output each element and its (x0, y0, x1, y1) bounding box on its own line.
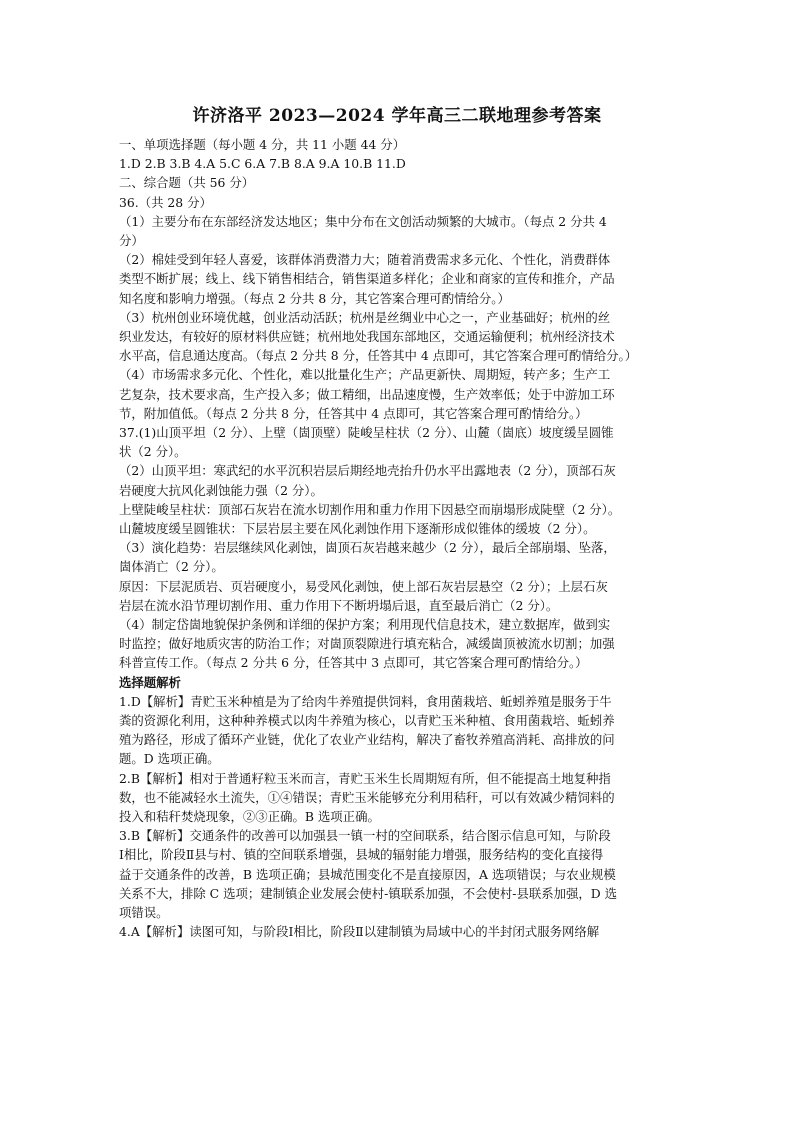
text-line: 一、单项选择题（每小题 4 分，共 11 小题 44 分） (119, 137, 406, 152)
text-line: 1.D 2.B 3.B 4.A 5.C 6.A 7.B 8.A 9.A 10.B 11.D (119, 156, 406, 172)
text-line: 粪的资源化利用，这种种养模式以肉牛养殖为核心，以青贮玉米种植、食用菌栽培、蚯蚓养 (119, 713, 615, 728)
text-line: 投入和秸秆焚烧现象，②③正确。B 选项正确。 (119, 809, 380, 824)
text-line: （3）杭州创业环境优越，创业活动活跃；杭州是丝绸业中心之一，产业基础好；杭州的丝 (119, 309, 611, 325)
text-line: 数，也不能减轻水土流失，①④错误；青贮玉米能够充分利用秸秆，可以有效减少精饲料的 (119, 789, 615, 805)
text-line: 崮体消亡（2 分）。 (119, 559, 224, 575)
text-line: 项错误。 (119, 905, 169, 920)
text-line: 分） (119, 233, 144, 248)
text-line: （3）演化趋势：岩层继续风化剥蚀，崮顶石灰岩越来越少（2 分），最后全部崩塌、坠落， (119, 540, 616, 556)
text-line: （4）市场需求多元化、个性化，难以批量化生产；产品更新快、周期短，转产多；生产工 (119, 367, 611, 383)
text-line: （2）山顶平坦：寒武纪的水平沉积岩层后期经地壳抬升仍水平出露地表（2 分），顶部石灰 (119, 463, 616, 479)
text-line: 殖为路径，形成了循环产业链，优化了农业产业结构，解决了畜牧养殖高消耗、高排放的问 (119, 732, 615, 748)
text-line: 状（2 分）。 (119, 444, 187, 460)
text-line: Ⅰ相比，阶段Ⅱ县与村、镇的空间联系增强，县城的辐射能力增强，服务结构的变化直接得 (119, 847, 604, 863)
section-heading: 选择题解析 (119, 674, 181, 690)
text-line: 织业发达，有较好的原材料供应链；杭州地处我国东部地区，交通运输便利；杭州经济技术 (119, 329, 615, 344)
text-line: 科普宣传工作。（每点 2 分共 6 分，任答其中 3 点即可，其它答案合理可酌情给分。） (119, 655, 588, 671)
text-line: 时监控；做好地质灾害的防治工作；对崮顶裂隙进行填充粘合，减缓崮顶被流水切割；加强 (119, 636, 615, 652)
text-line: 山麓坡度缓呈圆锥状：下层岩层主要在风化剥蚀作用下逐渐形成似锥体的缓坡（2 分）。 (119, 521, 596, 536)
text-line: （2）棉娃受到年轻人喜爱，该群体消费潜力大；随着消费需求多元化、个性化，消费群体 (119, 252, 611, 268)
text-line: 艺复杂，技术要求高，生产投入多；做工精细，出品速度慢，生产效率低；处于中游加工环 (119, 386, 615, 402)
text-line: 4.A【解析】读图可知，与阶段Ⅰ相比，阶段Ⅱ以建制镇为局域中心的半封闭式服务网络解 (119, 924, 600, 940)
text-line: 原因：下层泥质岩、页岩硬度小，易受风化剥蚀，使上部石灰岩层悬空（2 分）；上层石灰 (119, 578, 608, 594)
text-line: 题。D 选项正确。 (119, 751, 220, 767)
text-line: 37.(1)山顶平坦（2 分）、上壁（崮顶壁）陡峻呈柱状（2 分）、山麓（崮底）坡度缓呈圆锥 (119, 425, 614, 440)
page-title: 许济洛平 2023—2024 学年高三二联地理参考答案 (192, 106, 602, 126)
text-line: 岩硬度大抗风化剥蚀能力强（2 分）。 (119, 482, 323, 498)
text-line: 关系不大，排除 C 选项；建制镇企业发展会使村-镇联系加强，不会使村-县联系加强，D 选 (119, 885, 618, 901)
text-line: 二、综合题（共 56 分） (119, 175, 255, 191)
text-line: 3.B【解析】交通条件的改善可以加强县一镇一村的空间联系，结合图示信息可知，与阶段 (119, 828, 611, 844)
text-line: 水平高，信息通达度高。（每点 2 分共 8 分，任答其中 4 点即可，其它答案合理可酌情给分。） (119, 348, 638, 364)
text-line: 2.B【解析】相对于普通籽粒玉米而言，青贮玉米生长周期短有所，但不能提高土地复种指 (119, 770, 611, 786)
text-line: 益于交通条件的改善，B 选项正确；县城范围变化不是直接原因，A 选项错误；与农业规模 (119, 866, 616, 882)
text-line: 岩层在流水沿节理切割作用、重力作用下不断坍塌后退，直至最后消亡（2 分）。 (119, 597, 559, 613)
text-line: 上壁陡峻呈柱状：顶部石灰岩在流水切割作用和重力作用下因悬空而崩塌形成陡壁（2 分）。 (119, 501, 621, 517)
text-line: （4）制定岱崮地貌保护条例和详细的保护方案；利用现代信息技术，建立数据库，做到实 (119, 617, 611, 632)
text-line: （1）主要分布在东部经济发达地区；集中分布在文创活动频繁的大城市。（每点 2 分共 4 (119, 213, 607, 229)
text-line: 节，附加值低。（每点 2 分共 8 分，任答其中 4 点即可，其它答案合理可酌情给分。） (119, 405, 588, 421)
text-line: 36.（共 28 分） (119, 194, 212, 210)
text-line: 1.D【解析】青贮玉米种植是为了给肉牛养殖提供饲料，食用菌栽培、蚯蚓养殖是服务于牛 (119, 693, 612, 709)
text-line: 类型不断扩展；线上、线下销售相结合，销售渠道多样化；企业和商家的宣传和推介，产品 (119, 271, 615, 287)
text-line: 知名度和影响力增强。（每点 2 分共 8 分，其它答案合理可酌情给分。） (119, 290, 510, 306)
